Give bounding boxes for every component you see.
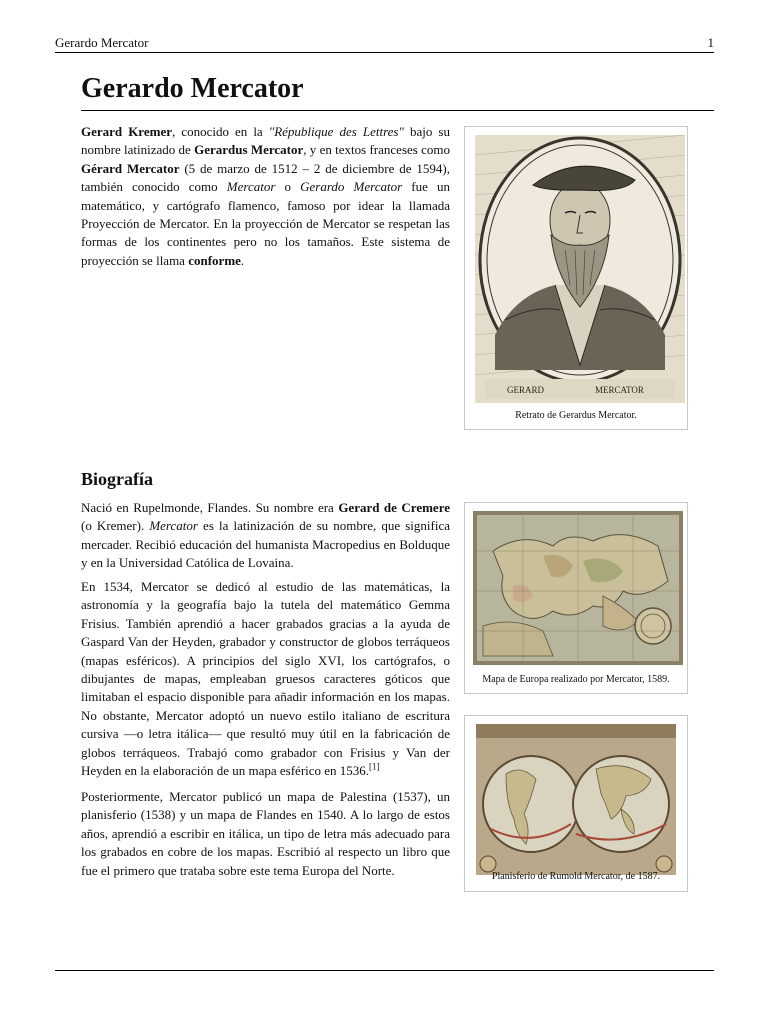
europe-map-image xyxy=(473,511,683,665)
page-number: 1 xyxy=(707,35,714,50)
title-rule xyxy=(81,110,714,111)
biography-paragraph-1: Nació en Rupelmonde, Flandes. Su nombre era Gerard de Cremere (o Kremer). Mercator es la latinización de su nombre, que significa mercader. Recibió educación del humanista Macropedius en Bolduque y en la Universidad Católica de Lovaina. xyxy=(81,500,451,571)
europe-map-caption: Mapa de Europa realizado por Mercator, 1589. xyxy=(482,674,670,685)
planisphere-caption: Planisferio de Rumold Mercator, de 1587. xyxy=(491,871,661,882)
portrait-caption: Retrato de Gerardus Mercator. xyxy=(515,410,637,421)
intro-paragraph: Gerard Kremer, conocido en la "République des Lettres" bajo su nombre latinizado de Gerardus Mercator, y en textos franceses como Gérard Mercator (5 de marzo de 1512 – 2 de diciembre de 1594), también conocido como Mercator o Gerardo Mercator fue un matemático, y cartógrafo flamenco, famoso por idear la llamada Proyección de Mercator. En la proyección de Mercator se respetan las formas de los continentes pero no los tamaños. Este sistema de proyección se llama conforme. xyxy=(81,124,450,268)
footer-rule xyxy=(55,970,714,971)
page-title: Gerardo Mercator xyxy=(81,73,304,104)
europe-map-figure xyxy=(464,502,688,694)
biography-heading: Biografía xyxy=(81,469,153,489)
planisphere-drawing xyxy=(476,724,676,875)
portrait-figure xyxy=(464,126,688,430)
planisphere-figure xyxy=(464,715,688,892)
portrait-image xyxy=(475,135,685,403)
running-header-title: Gerardo Mercator xyxy=(55,35,149,50)
portrait-inscription-left: GERARD xyxy=(507,385,545,395)
reference-1-link[interactable]: [1] xyxy=(369,761,380,772)
mercator-portrait-drawing xyxy=(475,135,685,403)
biography-paragraph-3: Posteriormente, Mercator publicó un mapa de Palestina (1537), un planisferio (1538) y un mapa de Flandes en 1540. A lo largo de estos años, aprendió a escribir en itálica, un tipo de letra más adecuado para los grabados en cobre de los mapas. Escribió al respecto un libro que fue el primero que trataba sobre este tema Europa del Norte. xyxy=(81,789,450,878)
biography-paragraph-2: En 1534, Mercator se dedicó al estudio de las matemáticas, la astronomía y la geografía bajo la tutela del matemático Gemma Frisius. También aprendió a hacer grabados gracias a la ayuda de Gaspard Van der Heyden, grabador y constructor de globos terráqueos (mapas esféricos). A principios del siglo XVI, los cartógrafos, o dibujantes de mapas, empleaban gruesos caracteres góticos que limitaban el espacio disponible para añadir información en los mapas. No obstante, Mercator adoptó un nuevo estilo italiano de escritura cursiva —o letra itálica— que resultó muy útil en la fabricación de globos terráqueos. Trabajó como grabador con Frisius y Van der Heyden en la elaboración de un mapa esférico en 1536.[1] xyxy=(81,579,450,779)
portrait-inscription-right: MERCATOR xyxy=(595,385,644,395)
planisphere-image xyxy=(476,724,676,875)
header-rule xyxy=(55,52,714,53)
europe-map-drawing xyxy=(473,511,683,665)
